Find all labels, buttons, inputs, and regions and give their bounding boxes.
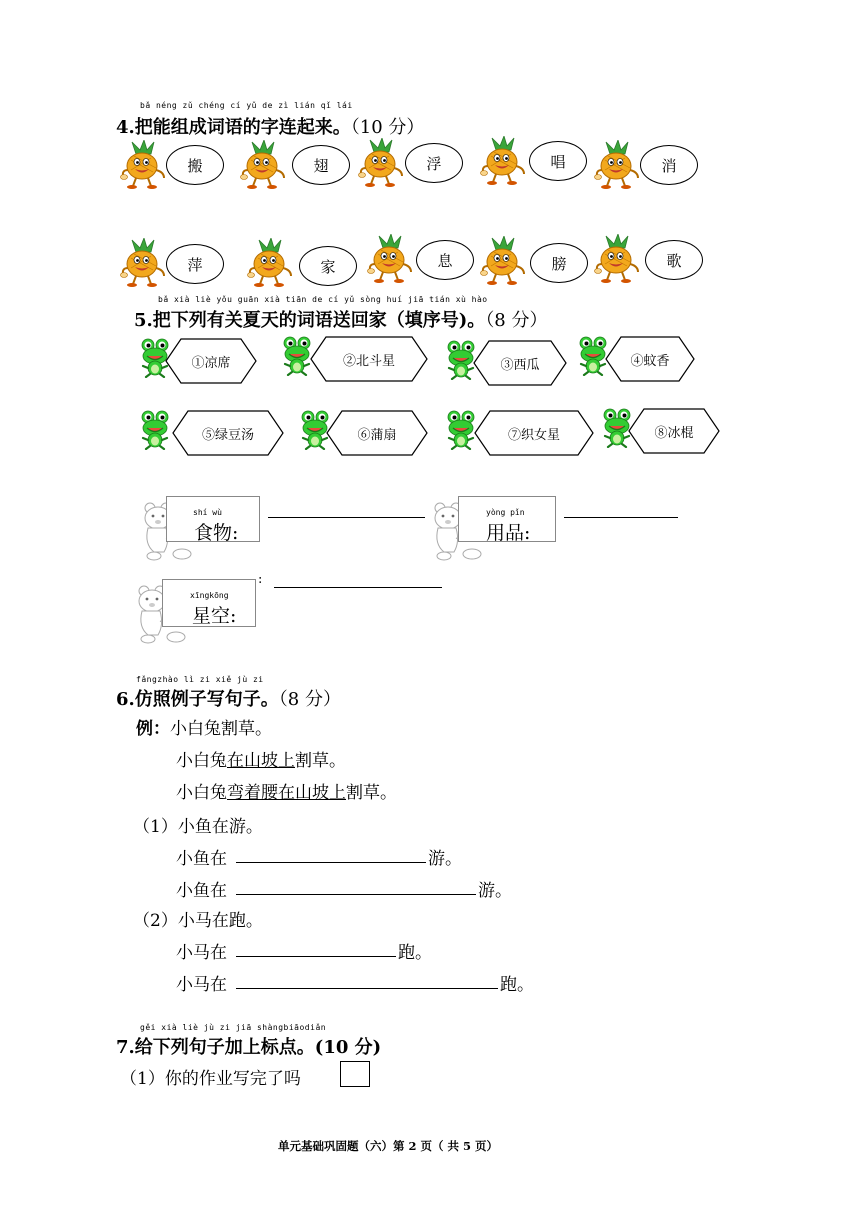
answer-line-goods[interactable] — [564, 517, 678, 518]
q4-row2-char-circle[interactable]: 家 — [299, 246, 357, 286]
q6-title: 6.仿照例子写句子。（8 分） — [116, 689, 341, 710]
q6-pinyin: fǎngzhào lì zi xiě jù zi — [136, 675, 264, 684]
q4-row1-char-circle[interactable]: 唱 — [529, 141, 587, 181]
word-hexagon[interactable]: ⑤绿豆汤 — [172, 410, 284, 456]
pineapple-icon — [480, 236, 536, 290]
q7-pinyin: gěi xià liè jù zi jiā shàngbiāodiǎn — [140, 1023, 327, 1032]
sign-goods — [430, 494, 560, 560]
frog-icon — [282, 336, 312, 380]
q6-item2-line2-end: 跑。 — [500, 975, 534, 995]
q6-item1-line1-end: 游。 — [428, 849, 462, 869]
sign-goods-label: 用品: — [486, 522, 531, 544]
q4-pinyin: bǎ néng zǔ chéng cí yǔ de zì lián qǐ lái — [140, 101, 353, 110]
sign-sky-pinyin: xīngkōng — [190, 591, 229, 600]
word-hexagon[interactable]: ④蚊香 — [605, 336, 695, 382]
example-line-1: 例：小白兔割草。 — [136, 719, 272, 739]
example-line-3: 小白兔弯着腰在山坡上割草。 — [176, 783, 397, 803]
q7-item1: （1）你的作业写完了吗 — [120, 1069, 301, 1089]
q4-row2-char-circle[interactable]: 萍 — [166, 244, 224, 284]
example-line-2: 小白兔在山坡上割草。 — [176, 751, 346, 771]
sign-goods-pinyin: yòng pǐn — [486, 508, 525, 517]
pineapple-icon — [240, 140, 296, 194]
sign-food — [140, 494, 270, 560]
sign-food-pinyin: shí wù — [193, 508, 222, 517]
q4-row1-char-circle[interactable]: 消 — [640, 145, 698, 185]
frog-icon — [446, 410, 476, 454]
q6-blank-2b[interactable] — [236, 988, 498, 989]
q4-row2-char-circle[interactable]: 膀 — [530, 243, 588, 283]
answer-line-sky[interactable] — [274, 587, 442, 588]
word-hexagon[interactable]: ⑧冰棍 — [628, 408, 720, 454]
word-hexagon[interactable]: ⑦织女星 — [474, 410, 594, 456]
frog-icon — [446, 340, 476, 384]
pineapple-icon — [594, 234, 650, 288]
pineapple-icon — [247, 238, 303, 292]
q4-row1-char-circle[interactable]: 搬 — [166, 145, 224, 185]
q7-title: 7.给下列句子加上标点。(10 分) — [116, 1037, 382, 1058]
q4-row2-char-circle[interactable]: 息 — [416, 240, 474, 280]
q6-item1-line2-start: 小鱼在 — [176, 881, 227, 901]
q6-blank-1b[interactable] — [236, 894, 476, 895]
punctuation-answer-box[interactable] — [340, 1061, 370, 1087]
q6-item1: （1）小鱼在游。 — [133, 817, 263, 837]
word-hexagon[interactable]: ⑥蒲扇 — [326, 410, 428, 456]
q6-blank-1a[interactable] — [236, 862, 426, 863]
frog-icon — [140, 410, 170, 454]
word-hexagon[interactable]: ③西瓜 — [473, 340, 567, 386]
sign-food-label: 食物: — [194, 522, 239, 544]
q6-item1-line2-end: 游。 — [478, 881, 512, 901]
page-footer: 单元基础巩固题（六）第 2 页（ 共 5 页） — [278, 1139, 499, 1153]
q5-title: 5.把下列有关夏天的词语送回家（填序号)。（8 分） — [134, 310, 548, 331]
q4-row1-char-circle[interactable]: 翅 — [292, 145, 350, 185]
q6-item2: （2）小马在跑。 — [133, 911, 263, 931]
q6-blank-2a[interactable] — [236, 956, 396, 957]
sign-sky-colon: : — [258, 572, 263, 587]
pineapple-icon — [367, 234, 423, 288]
q4-title: 4.把能组成词语的字连起来。（10 分） — [116, 117, 425, 138]
sign-sky — [134, 577, 264, 647]
q5-pinyin: bǎ xià liè yǒu guān xià tiān de cí yǔ sòng huí jiā tián xù hào — [158, 295, 488, 304]
pineapple-icon — [480, 136, 536, 190]
q4-row2-char-circle[interactable]: 歌 — [645, 240, 703, 280]
q6-item2-line1-end: 跑。 — [398, 943, 432, 963]
word-hexagon[interactable]: ①凉席 — [165, 338, 257, 384]
q6-item2-line1-start: 小马在 — [176, 943, 227, 963]
word-hexagon[interactable]: ②北斗星 — [310, 336, 428, 382]
q6-item1-line1-start: 小鱼在 — [176, 849, 227, 869]
sign-sky-label: 星空: — [192, 605, 237, 627]
q6-item2-line2-start: 小马在 — [176, 975, 227, 995]
frog-icon — [578, 336, 608, 380]
answer-line-food[interactable] — [268, 517, 425, 518]
q4-row1-char-circle[interactable]: 浮 — [405, 143, 463, 183]
